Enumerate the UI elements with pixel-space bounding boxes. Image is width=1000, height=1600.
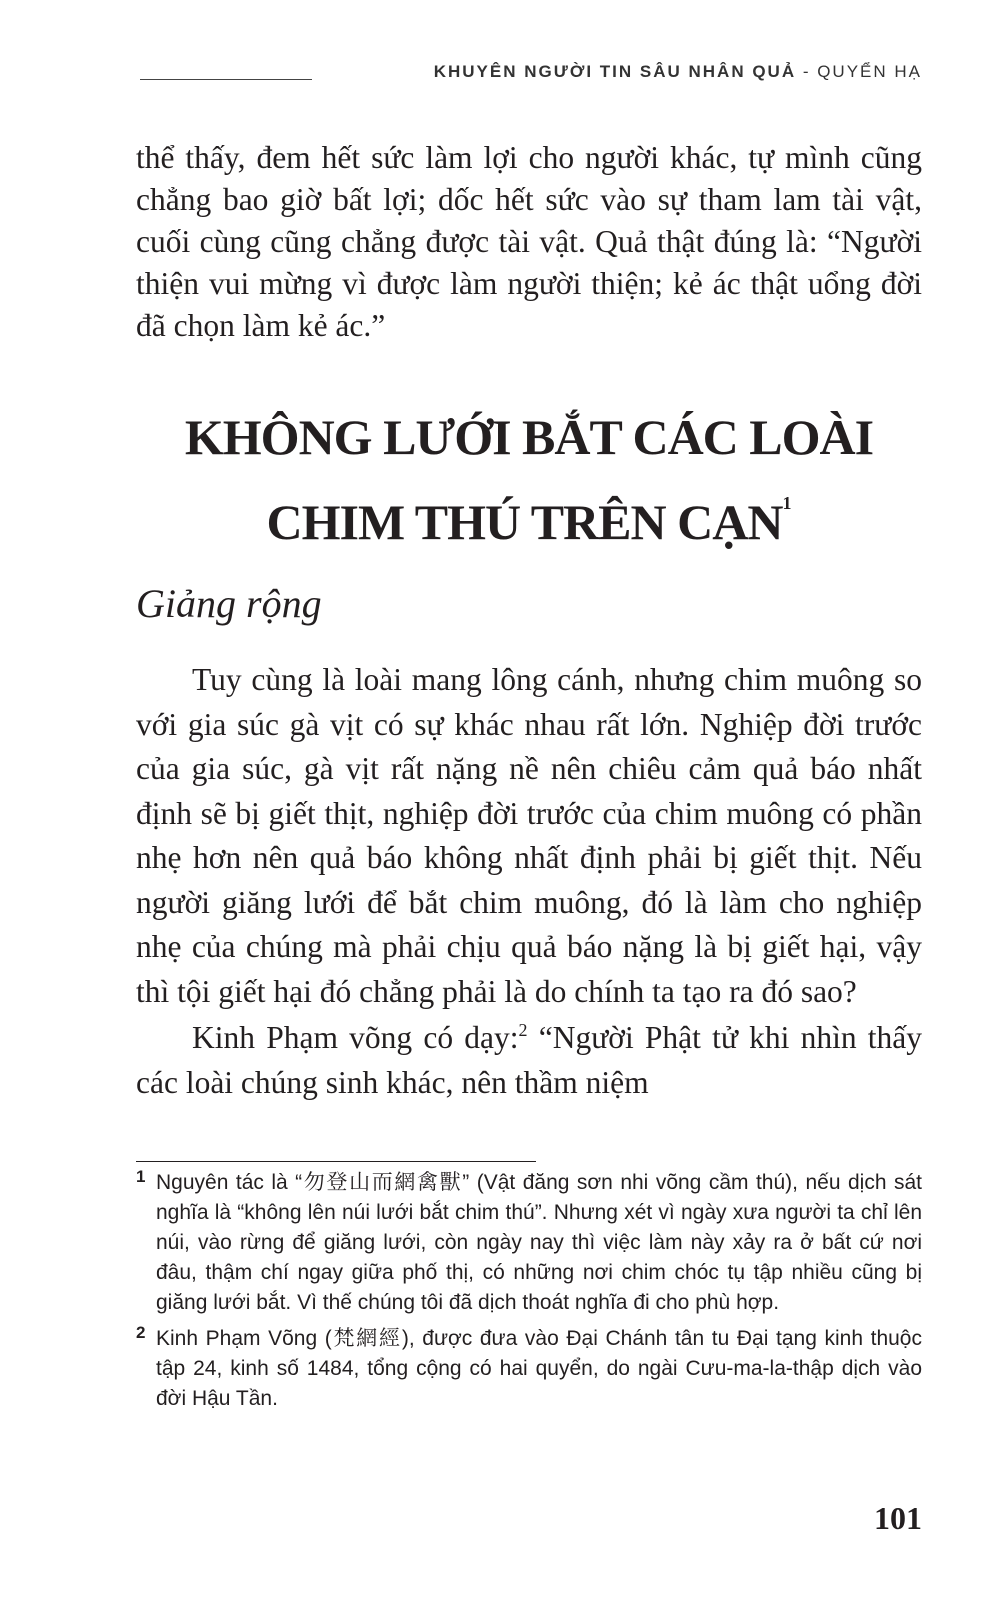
footnotes — [136, 1168, 922, 1414]
body-paragraph-2 — [136, 1016, 922, 1105]
volume-label: QUYỂN HẠ — [817, 62, 922, 81]
section-heading: Giảng rộng — [136, 581, 322, 626]
footnote-2-number: 2 — [136, 1323, 146, 1342]
continued-paragraph: thể thấy, đem hết sức làm lợi cho người khác, tự mình cũng chẳng bao giờ bất lợi; dốc hết sức vào sự tham lam tài vật, cuối cùng cũng chẳng được tài vật. Quả thật đúng là: “Người thiện vui mừng vì được làm người thiện; kẻ ác thật uổng đời đã chọn làm kẻ ác.” — [136, 140, 922, 343]
page-number: 101 — [874, 1500, 922, 1536]
footnote-1-text: Nguyên tác là “勿登山而網禽獸” (Vật đăng sơn nhi võng cầm thú), nếu dịch sát nghĩa là “không lên núi lưới bắt chim thú”. Nhưng xét vì ngày xưa người ta chỉ lên núi, vào rừng để giăng lưới, còn ngày nay thì việc làm này xảy ra ở bất cứ nơi đâu, thậm chí ngay giữa phố thị, có những nơi chim chóc tụ tập nhiều cũng bị giăng lưới bắt. Vì thế chúng tôi đã dịch thoát nghĩa đi cho phù hợp. — [156, 1171, 922, 1314]
footnote-rule — [136, 1161, 536, 1162]
chapter-title-line-1: KHÔNG LƯỚI BẮT CÁC LOÀI — [184, 409, 874, 465]
footnote-1 — [136, 1168, 922, 1318]
chapter-title-line-2: CHIM THÚ TRÊN CẠN — [266, 494, 783, 550]
body-paragraph-2-start: Kinh Phạm võng có dạy: — [192, 1020, 519, 1055]
footnote-2 — [136, 1324, 922, 1414]
running-header — [434, 62, 922, 82]
body-text — [136, 658, 922, 1105]
chapter-footnote-ref[interactable]: 1 — [782, 493, 792, 513]
header-separator: - — [796, 62, 818, 81]
body-footnote-ref-2[interactable]: 2 — [518, 1020, 528, 1040]
book-title: KHUYÊN NGƯỜI TIN SÂU NHÂN QUẢ — [433, 62, 797, 81]
body-paragraph-2-end: “Người Phật tử khi nhìn thấy các loài chúng sinh khác, nên thầm niệm — [136, 1020, 923, 1100]
continued-paragraph-block — [136, 137, 922, 347]
chapter-title-line-2-wrap — [136, 470, 922, 555]
footnote-2-text: Kinh Phạm Võng (梵網經), được đưa vào Đại Chánh tân tu Đại tạng kinh thuộc tập 24, kinh số 1484, tổng cộng có hai quyển, do ngài Cưu-ma-la-thập dịch vào đời Hậu Tần. — [156, 1327, 922, 1410]
footnote-1-number: 1 — [136, 1167, 146, 1186]
body-paragraph-1: Tuy cùng là loài mang lông cánh, nhưng chim muông so với gia súc gà vịt có sự khác nhau rất lớn. Nghiệp đời trước của gia súc, gà vịt rất nặng nề nên chiêu cảm quả báo nhất định sẽ bị giết thịt, nghiệp đời trước của chim muông có phần nhẹ hơn nên quả báo không nhất định phải bị giết thịt. Nếu người giăng lưới để bắt chim muông, đó là làm cho nghiệp nhẹ của chúng mà phải chịu quả báo nặng là bị giết hại, vậy thì tội giết hại đó chẳng phải là do chính ta tạo ra đó sao? — [136, 662, 922, 1009]
header-rule — [140, 79, 312, 80]
chapter-title — [136, 404, 922, 555]
